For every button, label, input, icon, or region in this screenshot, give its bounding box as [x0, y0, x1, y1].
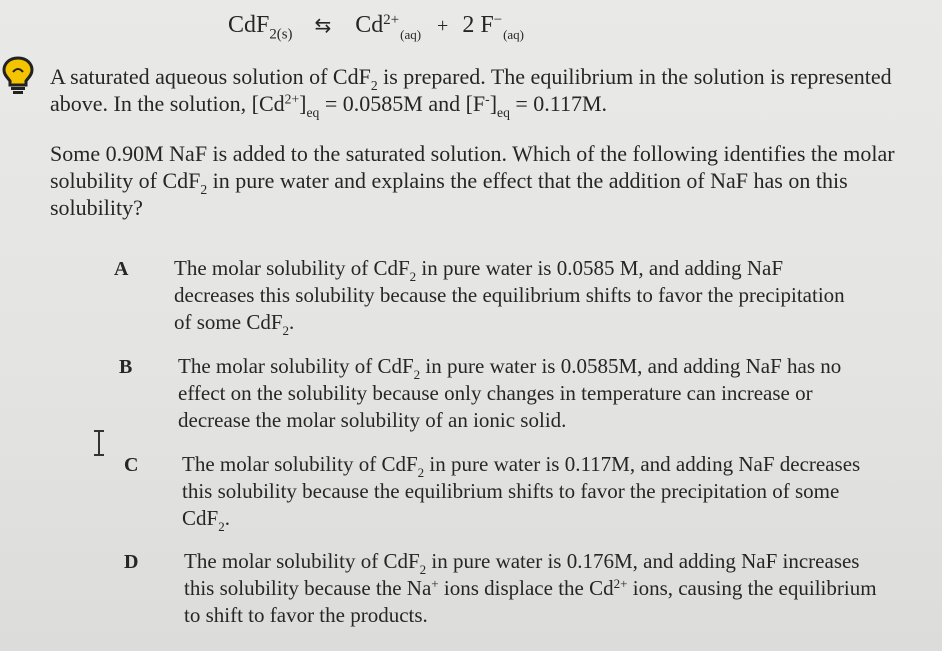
fluoride-ion: F: [480, 12, 494, 38]
option-text: [178, 353, 868, 434]
option-text: [174, 255, 864, 336]
subscript: 2: [200, 182, 208, 198]
answer-option-b[interactable]: [113, 353, 853, 437]
fluoride-phase: (aq): [503, 27, 525, 43]
text-cursor-icon: [90, 429, 108, 459]
context-text: A saturated aqueous solution of CdF: [50, 64, 371, 89]
lightbulb-hint-icon[interactable]: [0, 54, 36, 96]
superscript: -: [485, 91, 490, 107]
context-text: ]: [489, 91, 498, 116]
option-text-part: .: [289, 310, 295, 334]
fluoride-charge: −: [493, 11, 503, 28]
option-text: [184, 548, 884, 629]
subscript: 2: [419, 561, 427, 577]
subscript: 2: [218, 518, 225, 534]
fluoride-coefficient: 2: [462, 12, 475, 38]
option-letter: C: [124, 454, 139, 476]
option-letter: D: [124, 551, 139, 573]
option-text-part: The molar solubility of CdF: [178, 354, 414, 378]
cadmium-charge: 2+: [383, 11, 400, 28]
option-text-part: in pure water is 0.176M, and adding NaF increases this solubility because the Na: [184, 549, 860, 600]
option-text-part: ions, causing the equilibrium to shift to favor the products.: [184, 576, 877, 627]
cadmium-ion: Cd: [355, 12, 384, 38]
superscript: 2+: [284, 91, 300, 107]
stem-text: Some 0.90M NaF is added to the saturated solution. Which of the following identifies the molar solubility of CdF: [50, 141, 895, 193]
subscript: 2: [413, 366, 421, 382]
context-text: is prepared. The equilibrium in the solution is represented above. In the solution, [Cd: [50, 64, 892, 116]
option-text-part: in pure water is 0.0585M, and adding NaF has no effect on the solubility because only changes in temperature can increase or decrease the molar solubility of an ionic solid.: [178, 354, 842, 432]
subscript: 2: [282, 322, 290, 338]
option-letter: A: [114, 258, 129, 280]
reactant-subscript: 2(s): [269, 26, 293, 43]
plus-sign: +: [437, 15, 449, 37]
subscript: 2: [370, 78, 378, 94]
option-text-part: ions displace the Cd: [438, 576, 614, 600]
context-text: = 0.117M.: [509, 91, 608, 116]
option-text-part: .: [224, 506, 230, 530]
option-text-part: in pure water is 0.117M, and adding NaF decreases this solubility because the equilibrium shifts to favor the precipitation of some CdF: [182, 452, 861, 530]
equilibrium-arrow-icon: ⇆: [314, 13, 332, 37]
reactant-formula: CdF: [228, 12, 270, 38]
subscript: eq: [497, 105, 510, 121]
answer-option-d[interactable]: [120, 548, 880, 632]
subscript: 2: [417, 464, 425, 480]
option-text-part: The molar solubility of CdF: [182, 452, 418, 476]
option-text: [182, 451, 872, 532]
option-text-part: The molar solubility of CdF: [174, 256, 410, 280]
superscript: 2+: [613, 575, 628, 591]
cadmium-phase: (aq): [400, 27, 422, 43]
question-context-paragraph: [50, 63, 910, 121]
subscript: eq: [306, 105, 320, 121]
equilibrium-equation: [228, 12, 524, 43]
option-letter: B: [119, 356, 133, 378]
answer-option-c[interactable]: [118, 451, 861, 535]
option-text-part: The molar solubility of CdF: [184, 549, 420, 573]
question-stem-paragraph: [50, 140, 910, 221]
superscript: +: [431, 575, 439, 591]
subscript: 2: [409, 268, 417, 284]
stem-text: in pure water and explains the effect that the addition of NaF has on this solubility?: [50, 168, 848, 220]
option-text-part: in pure water is 0.0585 M, and adding NaF decreases this solubility because the equilibrium shifts to favor the precipitation of some CdF: [174, 256, 845, 334]
context-text: ]: [299, 91, 307, 116]
answer-option-a[interactable]: [110, 255, 850, 339]
context-text: = 0.0585M and [F: [319, 91, 486, 116]
